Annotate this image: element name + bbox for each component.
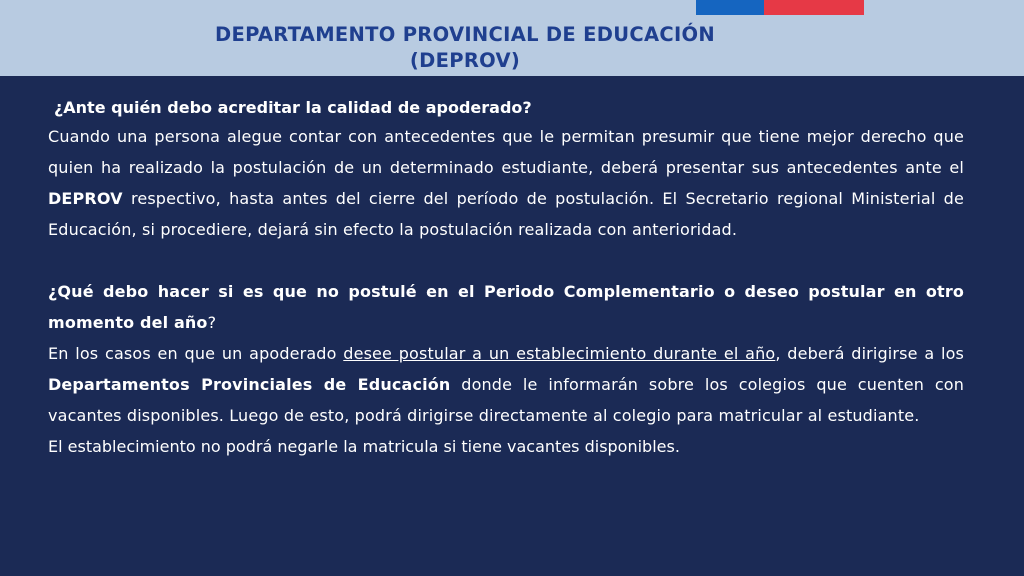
answer-2-text-c: donde le informarán sobre los colegios que cuenten con vacantes disponibles. Luego de esto, podrá dirigirse directamente al colegio para matricular al estudiante.	[48, 375, 965, 425]
answer-2-text-a: En los casos en que un apoderado	[48, 344, 344, 363]
question-2-bold: ¿Qué debo hacer si es que no postulé en el Periodo Complementario o deseo postular en otro momento del año	[48, 282, 964, 332]
title-line-2: (DEPROV)	[409, 49, 521, 72]
header-bar	[0, 0, 1024, 76]
final-note: El establecimiento no podrá negarle la matricula si tiene vacantes disponibles.	[48, 437, 680, 456]
question-1: ¿Ante quién debo acreditar la calidad de apoderado?	[54, 98, 532, 117]
flag-stripe-blue	[696, 0, 764, 15]
question-2-mark: ?	[207, 313, 217, 332]
answer-2-underline: desee postular a un establecimiento durante el año	[343, 344, 776, 363]
answer-1	[48, 121, 964, 245]
answer-2-text-b: , deberá dirigirse a los	[775, 344, 965, 363]
question-2	[48, 276, 964, 338]
flag-stripe-red	[764, 0, 864, 15]
spacer	[48, 245, 964, 276]
answer-1-text-b: respectivo, hasta antes del cierre del período de postulación. El Secretario regional Ministerial de Educación, si procediere, dejará sin efecto la postulación realizada con anterioridad.	[48, 189, 964, 239]
answer-1-text-a: Cuando una persona alegue contar con antecedentes que le permitan presumir que tiene mejor derecho que quien ha realizado la postulación de un determinado estudiante, deberá presentar sus antecedentes ante el	[48, 127, 964, 177]
answer-2	[48, 338, 964, 431]
answer-1-bold: DEPROV	[48, 189, 123, 208]
page-title	[130, 22, 800, 74]
answer-2-bold: Departamentos Provinciales de Educación	[48, 375, 451, 394]
slide-content	[48, 95, 964, 462]
title-line-1: DEPARTAMENTO PROVINCIAL DE EDUCACIÓN	[214, 23, 716, 46]
